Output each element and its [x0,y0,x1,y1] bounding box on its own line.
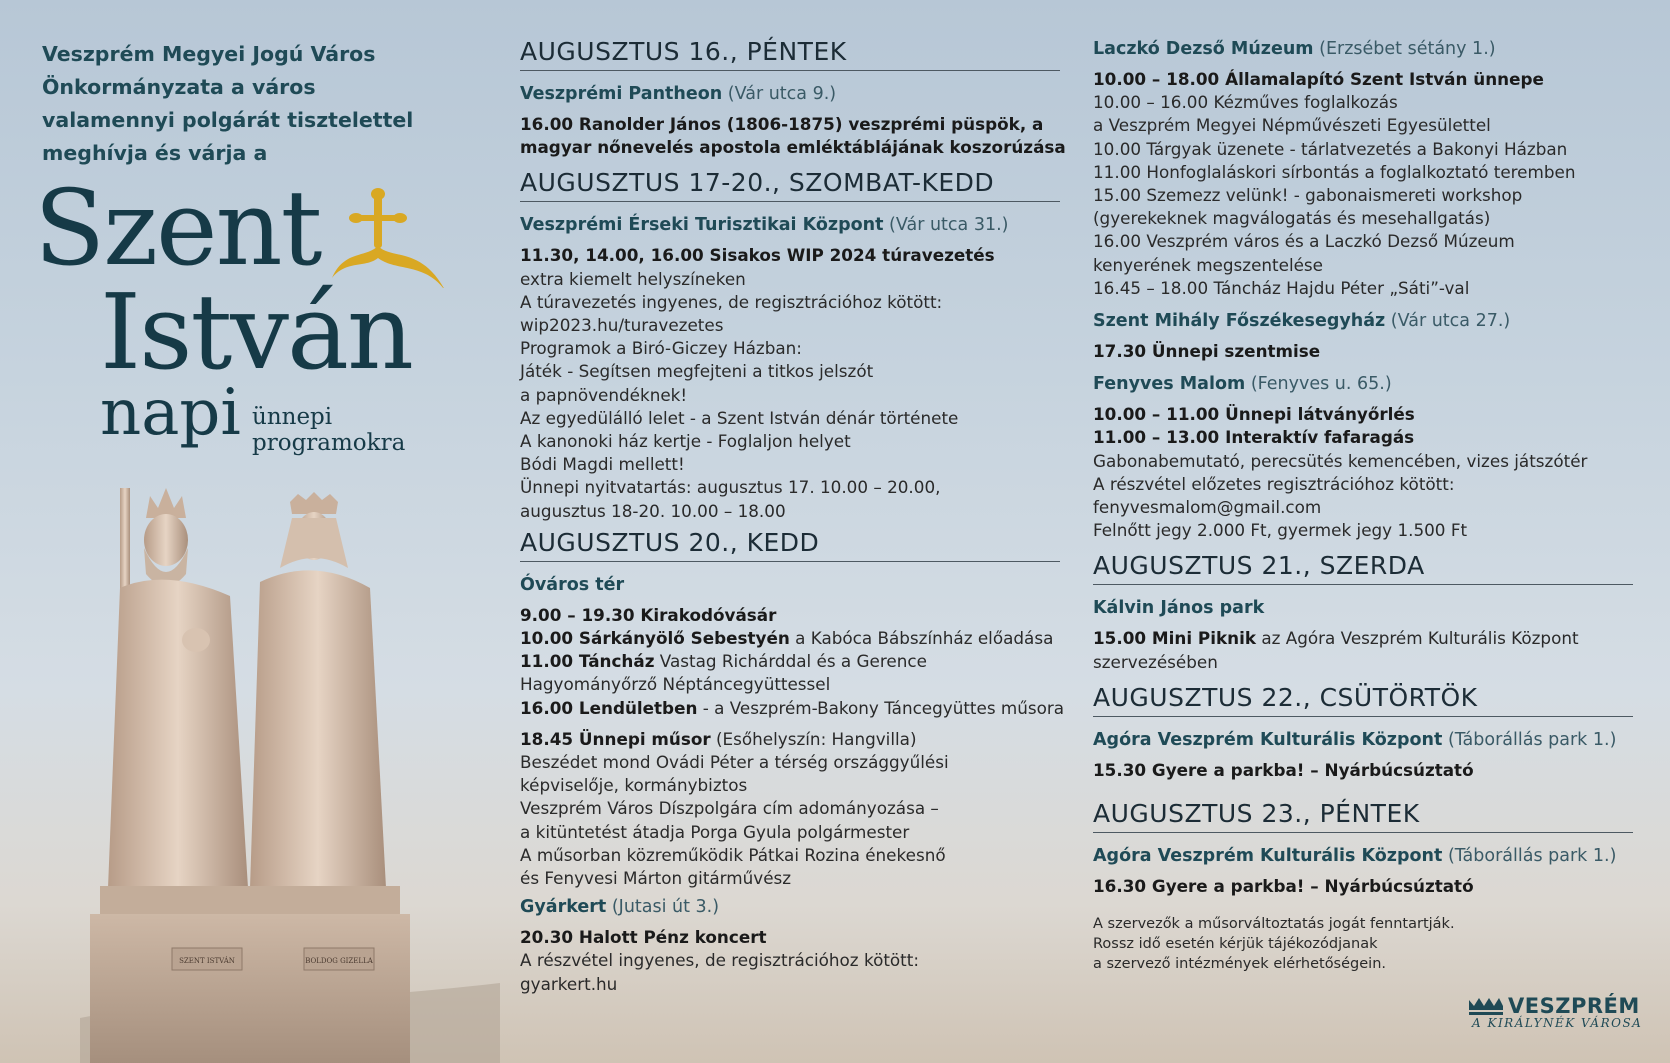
event-text: 11.30, 14.00, 16.00 Sisakos WIP 2024 túravezetés [520,245,995,266]
location-name: Szent Mihály Főszékesegyház [1093,311,1386,332]
event-line: kenyerének megszentelése [1093,254,1323,275]
location-name: Veszprémi Érseki Turisztikai Központ [520,215,884,236]
invitation-line: valamennyi polgárát tisztelettel [42,108,414,132]
event-line: a Veszprém Megyei Népművészeti Egyesülettel [1093,115,1491,136]
event-line [520,650,1060,673]
statue-gizella [250,492,386,888]
day-header: AUGUSZTUS 22., CSÜTÖRTÖK [1093,682,1633,717]
location-address: (Táborállás park 1.) [1447,846,1617,867]
location-name: Gyárkert [520,897,607,918]
event-line: (gyerekeknek magválogatás és mesehallgatás) [1093,208,1491,229]
event-line: Bódi Magdi mellett! [520,454,685,475]
location-address: (Jutasi út 3.) [611,897,720,918]
event-line: Az egyedülálló lelet - a Szent István dénár története [520,407,959,428]
pedestal [90,886,410,1063]
location-name: Veszprémi Pantheon [520,84,723,104]
statue-istvan [108,488,248,888]
location-address: (Vár utca 31.) [889,215,1009,236]
event-line: 16.00 Veszprém város és a Laczkó Dezső Múzeum [1093,231,1515,252]
title-subtitle [252,404,405,456]
title-szent: Szent [34,167,321,289]
event-line [1093,68,1633,91]
location-address: (Táborállás park 1.) [1447,729,1617,750]
location-name: Laczkó Dezső Múzeum [1093,39,1314,59]
location-heading [1093,843,1633,869]
event-time: 16.00 Lendületben [520,697,698,718]
disclaimer-line: a szervező intézmények elérhetőségein. [1093,956,1386,973]
event-time: 18.45 Ünnepi műsor [520,728,711,749]
event-time: 20.30 Halott Pénz koncert [520,927,767,948]
location-address: (Vár utca 9.) [727,84,837,104]
event-line [520,926,1060,949]
event-line: a kitüntetést átadja Porga Gyula polgármester [520,821,910,842]
location-address: (Fenyves u. 65.) [1250,374,1392,395]
event-line: A műsorban közreműködik Pátkai Rozina énekesnő [520,844,946,865]
title-napi: napi [100,376,241,450]
event-line: A túravezetés ingyenes, de regisztrációhoz kötött: [520,291,943,312]
day-header: AUGUSZTUS 17-20., SZOMBAT-KEDD [520,167,1060,202]
event-text: magyar nőnevelés apostola emléktáblájának koszorúzása [520,137,1066,158]
location-heading [520,212,1060,238]
title-istvan: István [100,271,412,393]
event-time: 11.00 Táncház [520,651,655,672]
event-line: képviselője, kormánybiztos [520,775,748,796]
invitation-line: meghívja és várja a [42,141,268,165]
event-line: Programok a Biró-Giczey Házban: [520,338,802,359]
location-address: (Vár utca 27.) [1390,311,1511,332]
location-heading [1093,36,1633,62]
event-line: 10.00 Tárgyak üzenete - tárlatvezetés a Bakonyi Házban [1093,138,1568,159]
event-line [1093,875,1633,898]
event-line [520,136,1066,159]
event-line: szervezésében [1093,651,1218,672]
event-line: 11.00 Honfoglaláskori sírbontás a foglalkoztató teremben [1093,161,1576,182]
location-name: Agóra Veszprém Kulturális Központ [1093,729,1443,750]
logo-brand: VESZPRÉM [1508,994,1640,1018]
location-heading [1093,371,1633,397]
event-line [520,244,1060,267]
event-line: A részvétel ingyenes, de regisztrációhoz kötött: [520,950,919,971]
event-text: Vastag Richárddal és a Gerence [654,651,927,672]
invitation-line: Veszprém Megyei Jogú Város [42,42,376,66]
location-name: Fenyves Malom [1093,374,1246,395]
event-line [1093,759,1633,782]
location-address: (Erzsébet sétány 1.) [1319,39,1496,59]
day-header: AUGUSZTUS 23., PÉNTEK [1093,798,1633,833]
plaque-istvan: SZENT ISTVÁN [179,957,235,965]
event-line: A részvétel előzetes regisztrációhoz kötött: [1093,473,1455,494]
location-heading [1093,727,1633,753]
event-line [1093,340,1633,363]
event-line [1093,627,1633,650]
event-line [1093,426,1633,449]
event-line [520,113,1060,136]
program-column-middle [520,36,1066,996]
location-heading [520,81,1060,107]
event-line: Felnőtt jegy 2.000 Ft, gyermek jegy 1.500 Ft [1093,520,1468,541]
event-line: augusztus 18-20. 10.00 – 18.00 [520,500,786,521]
event-line: Ünnepi nyitvatartás: augusztus 17. 10.00 – 20.00, [520,477,941,498]
event-text: - a Veszprém-Bakony Táncegyüttes műsora [697,697,1065,718]
event-line: 15.00 Szemezz velünk! - gabonaismereti workshop [1093,185,1523,206]
plaque-gizella: BOLDOG GIZELLA [305,957,373,965]
event-text: az Agóra Veszprém Kulturális Központ [1256,628,1579,649]
event-line: Játék - Segítsen megfejteni a titkos jelszót [520,361,874,382]
location-heading [520,572,1060,598]
location-name: Óváros tér [520,574,625,595]
veszprem-logo [1468,994,1643,1030]
crown-icon [1468,996,1504,1016]
disclaimer-line: Rossz idő esetén kérjük tájékozódjanak [1093,936,1378,953]
event-time: 9.00 – 19.30 Kirakodóvásár [520,604,777,625]
invitation-text [42,38,442,170]
event-line: Beszédet mond Ovádi Péter a térség országgyűlési [520,752,949,773]
invitation-line: Önkormányzata a város [42,75,316,99]
location-name: Agóra Veszprém Kulturális Központ [1093,846,1443,867]
event-time: 15.00 Mini Piknik [1093,628,1256,649]
left-panel [0,0,500,1063]
event-line: A kanonoki ház kertje - Foglaljon helyet [520,431,851,452]
event-text: a Kabóca Bábszínház előadása [789,628,1054,649]
event-line: a papnövendéknek! [520,384,688,405]
subtitle-line: ünnepi [252,404,333,430]
event-line [520,697,1065,720]
event-time: 16.30 Gyere a parkba! – Nyárbúcsúztató [1093,876,1474,897]
location-heading [1093,308,1633,334]
event-link: gyarkert.hu [520,973,618,994]
event-line [520,604,1060,627]
event-line: Veszprém Város Díszpolgára cím adományozása – [520,798,939,819]
gold-cross-icon [326,188,461,288]
event-line: 10.00 – 16.00 Kézműves foglalkozás [1093,92,1398,113]
event-time: 10.00 – 18.00 Államalapító Szent István ünnepe [1093,69,1544,89]
event-time: 17.30 Ünnepi szentmise [1093,341,1321,362]
event-line [1093,403,1633,426]
event-time: 15.30 Gyere a parkba! – Nyárbúcsúztató [1093,759,1474,780]
event-text: 16.00 Ranolder János (1806-1875) veszprémi püspök, a [520,114,1044,134]
event-line [520,627,1060,650]
event-line: és Fenyvesi Márton gitárművész [520,868,792,889]
event-time: 10.00 Sárkányölő Sebestyén [520,628,790,649]
event-text: (Esőhelyszín: Hangvilla) [710,728,917,749]
day-header: AUGUSZTUS 16., PÉNTEK [520,36,1060,71]
program-column-right [1093,36,1633,974]
subtitle-line: programokra [252,430,406,456]
event-email: fenyvesmalom@gmail.com [1093,497,1322,518]
event-line [520,728,1060,751]
event-line: 16.45 – 18.00 Táncház Hajdu Péter „Sáti”-val [1093,277,1470,298]
location-heading [1093,595,1633,621]
location-name: Kálvin János park [1093,598,1265,619]
event-line: Hagyományőrző Néptáncegyüttessel [520,674,831,695]
event-time: 10.00 – 11.00 Ünnepi látványőrlés [1093,404,1415,425]
event-time: 11.00 – 13.00 Interaktív fafaragás [1093,427,1415,448]
event-line: extra kiemelt helyszíneken [520,268,746,289]
location-heading [520,894,1060,920]
event-line: Gabonabemutató, perecsütés kemencében, vizes játszótér [1093,450,1588,471]
event-link: wip2023.hu/turavezetes [520,315,724,336]
day-header: AUGUSZTUS 20., KEDD [520,527,1060,562]
logo-tagline: A KIRÁLYNÉK VÁROSA [1472,1016,1643,1030]
statues-image [80,478,500,1063]
day-header: AUGUSZTUS 21., SZERDA [1093,550,1633,585]
disclaimer-line: A szervezők a műsorváltoztatás jogát fenntartják. [1093,916,1455,933]
